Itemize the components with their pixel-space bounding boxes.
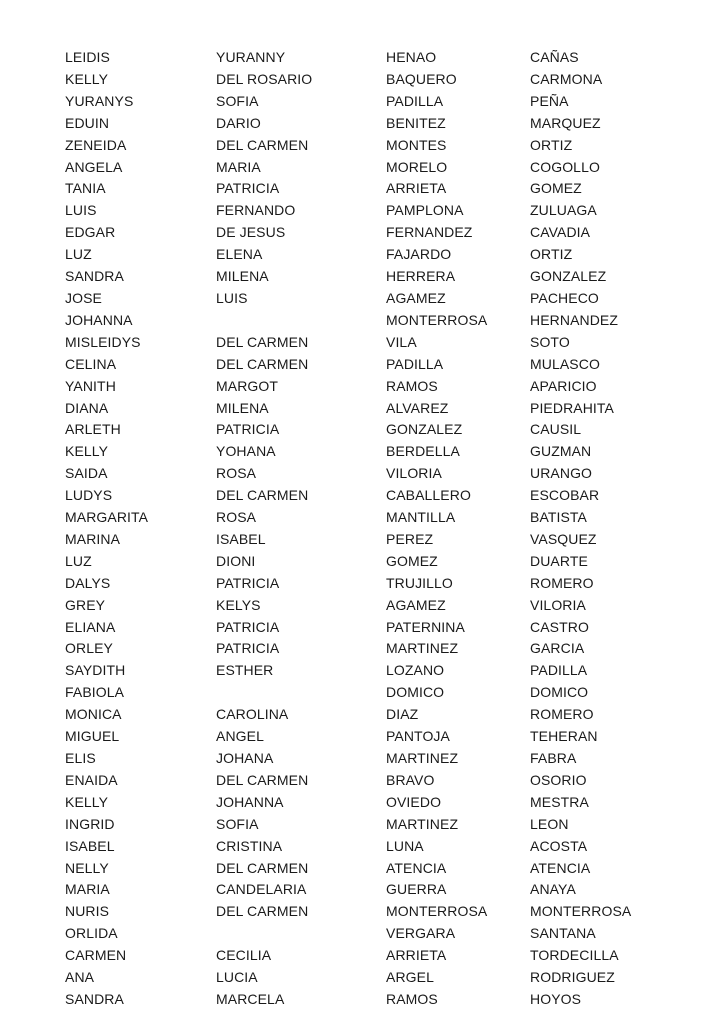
first-surname-cell: MARTINEZ xyxy=(386,640,459,657)
first-surname-cell: LOZANO xyxy=(386,662,445,679)
second-surname-cell: ROMERO xyxy=(530,574,594,591)
first-surname-cell: MONTERROSA xyxy=(386,903,488,920)
first-name-cell: ELIANA xyxy=(65,618,116,635)
second-surname-cell: GUZMAN xyxy=(530,443,592,460)
first-name-cell: MARINA xyxy=(65,530,121,547)
table-row xyxy=(65,376,670,398)
table-row xyxy=(65,441,670,463)
first-name-cell: MONICA xyxy=(65,706,122,723)
middle-name-cell: DEL CARMEN xyxy=(216,333,309,350)
first-surname-cell: GOMEZ xyxy=(386,552,438,569)
first-surname-cell: VILA xyxy=(386,333,417,350)
first-surname-cell: FERNANDEZ xyxy=(386,224,473,241)
first-surname-cell: RAMOS xyxy=(386,377,438,394)
middle-name-cell xyxy=(216,310,386,332)
middle-name-cell: PATRICIA xyxy=(216,574,280,591)
first-surname-cell: BRAVO xyxy=(386,771,435,788)
table-row xyxy=(65,419,670,441)
first-name-cell: KELLY xyxy=(65,443,109,460)
first-surname-cell: MARTINEZ xyxy=(386,750,459,766)
first-surname-cell: MARTINEZ xyxy=(386,815,459,832)
second-surname-cell: TEHERAN xyxy=(530,728,598,745)
second-surname-cell: DUARTE xyxy=(530,552,588,569)
second-surname-cell: TORDECILLA xyxy=(530,947,619,964)
first-name-cell: CARMEN xyxy=(65,947,127,964)
second-surname-cell: VILORIA xyxy=(530,596,586,613)
middle-name-cell: JOHANNA xyxy=(216,793,284,810)
first-surname-cell: GUERRA xyxy=(386,881,447,898)
table-row xyxy=(65,332,670,354)
table-row xyxy=(65,222,670,244)
table-row xyxy=(65,617,670,639)
first-name-cell: KELLY xyxy=(65,70,109,87)
first-name-cell: DALYS xyxy=(65,574,111,591)
table-row xyxy=(65,529,670,551)
first-name-cell: ENAIDA xyxy=(65,771,118,788)
second-surname-cell: PEÑA xyxy=(530,92,569,109)
middle-name-cell: MARCELA xyxy=(216,990,285,1007)
second-surname-cell: SOTO xyxy=(530,333,570,350)
table-row xyxy=(65,91,670,113)
middle-name-cell: YURANNY xyxy=(216,49,286,65)
first-surname-cell: GONZALEZ xyxy=(386,421,463,438)
table-row xyxy=(65,792,670,814)
first-surname-cell: PADILLA xyxy=(386,92,444,109)
second-surname-cell: OSORIO xyxy=(530,771,587,788)
middle-name-cell: ANGEL xyxy=(216,728,264,745)
second-surname-cell: CAUSIL xyxy=(530,421,582,438)
table-row xyxy=(65,157,670,179)
middle-name-cell: SOFIA xyxy=(216,92,259,109)
middle-name-cell: MILENA xyxy=(216,399,269,416)
table-row xyxy=(65,638,670,660)
second-surname-cell: MULASCO xyxy=(530,355,600,372)
second-surname-cell: ZULUAGA xyxy=(530,202,597,219)
first-surname-cell: BAQUERO xyxy=(386,70,457,87)
first-surname-cell: DOMICO xyxy=(386,684,445,701)
first-surname-cell: AGAMEZ xyxy=(386,596,446,613)
first-surname-cell: PANTOJA xyxy=(386,728,450,745)
table-row xyxy=(65,836,670,858)
first-surname-cell: FAJARDO xyxy=(386,246,452,263)
middle-name-cell: MILENA xyxy=(216,268,269,285)
table-row xyxy=(65,551,670,573)
first-name-cell: ARLETH xyxy=(65,421,121,438)
first-name-cell: ORLEY xyxy=(65,640,113,657)
table-row xyxy=(65,660,670,682)
first-surname-cell: OVIEDO xyxy=(386,793,442,810)
table-row xyxy=(65,507,670,529)
middle-name-cell: DEL CARMEN xyxy=(216,859,309,876)
first-name-cell: MARIA xyxy=(65,881,110,898)
middle-name-cell: DEL CARMEN xyxy=(216,355,309,372)
table-row xyxy=(65,595,670,617)
second-surname-cell: COGOLLO xyxy=(530,158,600,175)
second-surname-cell: SANTANA xyxy=(530,925,596,942)
table-row xyxy=(65,485,670,507)
second-surname-cell: CARMONA xyxy=(530,70,603,87)
second-surname-cell: PADILLA xyxy=(530,662,588,679)
middle-name-cell: CANDELARIA xyxy=(216,881,307,898)
second-surname-cell: PIEDRAHITA xyxy=(530,399,614,416)
second-surname-cell: ESCOBAR xyxy=(530,487,600,504)
first-name-cell: MISLEIDYS xyxy=(65,333,141,350)
table-row xyxy=(65,770,670,792)
first-name-cell: ELIS xyxy=(65,750,96,766)
middle-name-cell: DEL CARMEN xyxy=(216,136,309,153)
first-name-cell: SAIDA xyxy=(65,465,108,482)
first-surname-cell: HENAO xyxy=(386,49,437,65)
table-row xyxy=(65,113,670,135)
first-name-cell: CELINA xyxy=(65,355,117,372)
middle-name-cell: DEL CARMEN xyxy=(216,487,309,504)
first-surname-cell: ARRIETA xyxy=(386,947,447,964)
middle-name-cell: ROSA xyxy=(216,509,257,526)
first-name-cell: DIANA xyxy=(65,399,109,416)
middle-name-cell: DEL CARMEN xyxy=(216,903,309,920)
first-name-cell: EDGAR xyxy=(65,224,116,241)
table-row xyxy=(65,879,670,901)
middle-name-cell: CECILIA xyxy=(216,947,272,964)
middle-name-cell: CAROLINA xyxy=(216,706,289,723)
first-name-cell: ISABEL xyxy=(65,837,115,854)
first-surname-cell: ALVAREZ xyxy=(386,399,449,416)
table-row xyxy=(65,748,670,770)
first-surname-cell: PEREZ xyxy=(386,530,434,547)
second-surname-cell: CAVADIA xyxy=(530,224,591,241)
second-surname-cell: RODRIGUEZ xyxy=(530,969,615,986)
first-surname-cell: ATENCIA xyxy=(386,859,447,876)
first-surname-cell: VERGARA xyxy=(386,925,456,942)
first-surname-cell: DIAZ xyxy=(386,706,419,723)
middle-name-cell: ELENA xyxy=(216,246,263,263)
middle-name-cell: DEL CARMEN xyxy=(216,771,309,788)
middle-name-cell xyxy=(216,923,386,945)
first-name-cell: MARGARITA xyxy=(65,509,149,526)
second-surname-cell: DOMICO xyxy=(530,684,589,701)
table-row xyxy=(65,310,670,332)
table-row xyxy=(65,135,670,157)
table-row xyxy=(65,178,670,200)
first-surname-cell: PAMPLONA xyxy=(386,202,464,219)
first-name-cell: LEIDIS xyxy=(65,49,110,65)
first-surname-cell: TRUJILLO xyxy=(386,574,453,591)
middle-name-cell: ESTHER xyxy=(216,662,274,679)
second-surname-cell: HOYOS xyxy=(530,990,582,1007)
names-table xyxy=(65,47,670,1011)
second-surname-cell: ATENCIA xyxy=(530,859,591,876)
first-name-cell: INGRID xyxy=(65,815,115,832)
first-name-cell: YANITH xyxy=(65,377,116,394)
second-surname-cell: GARCIA xyxy=(530,640,585,657)
second-surname-cell: URANGO xyxy=(530,465,593,482)
middle-name-cell: DIONI xyxy=(216,552,256,569)
first-surname-cell: PADILLA xyxy=(386,355,444,372)
first-name-cell: SANDRA xyxy=(65,990,124,1007)
second-surname-cell: ANAYA xyxy=(530,881,576,898)
middle-name-cell xyxy=(216,682,386,704)
middle-name-cell: SOFIA xyxy=(216,815,259,832)
middle-name-cell: JOHANA xyxy=(216,750,274,766)
first-surname-cell: HERRERA xyxy=(386,268,456,285)
middle-name-cell: KELYS xyxy=(216,596,261,613)
middle-name-cell: PATRICIA xyxy=(216,421,280,438)
middle-name-cell: ROSA xyxy=(216,465,257,482)
first-name-cell: FABIOLA xyxy=(65,684,125,701)
first-surname-cell: RAMOS xyxy=(386,990,438,1007)
first-name-cell: NELLY xyxy=(65,859,109,876)
table-row xyxy=(65,901,670,923)
first-name-cell: ORLIDA xyxy=(65,925,118,942)
table-row xyxy=(65,682,670,704)
second-surname-cell: GOMEZ xyxy=(530,180,582,197)
second-surname-cell: FABRA xyxy=(530,750,577,766)
first-name-cell: ANGELA xyxy=(65,158,123,175)
middle-name-cell: DE JESUS xyxy=(216,224,286,241)
middle-name-cell: MARIA xyxy=(216,158,261,175)
second-surname-cell: BATISTA xyxy=(530,509,587,526)
second-surname-cell: ROMERO xyxy=(530,706,594,723)
first-name-cell: TANIA xyxy=(65,180,106,197)
first-surname-cell: AGAMEZ xyxy=(386,289,446,306)
first-name-cell: YURANYS xyxy=(65,92,134,109)
table-row xyxy=(65,814,670,836)
first-name-cell: KELLY xyxy=(65,793,109,810)
second-surname-cell: MESTRA xyxy=(530,793,589,810)
table-row xyxy=(65,69,670,91)
table-row xyxy=(65,923,670,945)
second-surname-cell: GONZALEZ xyxy=(530,268,607,285)
table-row xyxy=(65,463,670,485)
table-row xyxy=(65,288,670,310)
table-row xyxy=(65,200,670,222)
middle-name-cell: PATRICIA xyxy=(216,640,280,657)
table-row xyxy=(65,573,670,595)
second-surname-cell: LEON xyxy=(530,815,569,832)
table-row xyxy=(65,726,670,748)
first-surname-cell: MONTERROSA xyxy=(386,311,488,328)
first-name-cell: JOSE xyxy=(65,289,102,306)
middle-name-cell: PATRICIA xyxy=(216,180,280,197)
table-row xyxy=(65,244,670,266)
table-row xyxy=(65,945,670,967)
second-surname-cell: ORTIZ xyxy=(530,246,573,263)
middle-name-cell: LUCIA xyxy=(216,969,258,986)
first-name-cell: SANDRA xyxy=(65,268,124,285)
first-surname-cell: LUNA xyxy=(386,837,424,854)
middle-name-cell: FERNANDO xyxy=(216,202,296,219)
table-row xyxy=(65,354,670,376)
middle-name-cell: YOHANA xyxy=(216,443,276,460)
table-row xyxy=(65,989,670,1011)
first-surname-cell: CABALLERO xyxy=(386,487,471,504)
first-surname-cell: ARRIETA xyxy=(386,180,447,197)
second-surname-cell: HERNANDEZ xyxy=(530,311,619,328)
first-name-cell: MIGUEL xyxy=(65,728,120,745)
first-name-cell: JOHANNA xyxy=(65,311,133,328)
first-name-cell: SAYDITH xyxy=(65,662,126,679)
middle-name-cell: CRISTINA xyxy=(216,837,283,854)
first-name-cell: ANA xyxy=(65,969,95,986)
first-surname-cell: BENITEZ xyxy=(386,114,446,131)
first-name-cell: NURIS xyxy=(65,903,110,920)
second-surname-cell: APARICIO xyxy=(530,377,597,394)
first-surname-cell: MONTES xyxy=(386,136,447,153)
table-row xyxy=(65,858,670,880)
second-surname-cell: ACOSTA xyxy=(530,837,588,854)
table-row xyxy=(65,47,670,69)
second-surname-cell: PACHECO xyxy=(530,289,599,306)
table-row xyxy=(65,967,670,989)
middle-name-cell: DEL ROSARIO xyxy=(216,70,313,87)
first-name-cell: ZENEIDA xyxy=(65,136,127,153)
table-row xyxy=(65,266,670,288)
first-name-cell: LUDYS xyxy=(65,487,113,504)
first-name-cell: LUZ xyxy=(65,246,92,263)
table-row xyxy=(65,398,670,420)
first-surname-cell: VILORIA xyxy=(386,465,442,482)
first-surname-cell: ARGEL xyxy=(386,969,434,986)
middle-name-cell: MARGOT xyxy=(216,377,279,394)
second-surname-cell: MONTERROSA xyxy=(530,903,632,920)
first-name-cell: GREY xyxy=(65,596,106,613)
first-surname-cell: PATERNINA xyxy=(386,618,465,635)
first-name-cell: EDUIN xyxy=(65,114,110,131)
middle-name-cell: DARIO xyxy=(216,114,261,131)
second-surname-cell: VASQUEZ xyxy=(530,530,597,547)
middle-name-cell: PATRICIA xyxy=(216,618,280,635)
first-name-cell: LUIS xyxy=(65,202,97,219)
second-surname-cell: MARQUEZ xyxy=(530,114,601,131)
second-surname-cell: CASTRO xyxy=(530,618,589,635)
second-surname-cell: ORTIZ xyxy=(530,136,573,153)
first-surname-cell: BERDELLA xyxy=(386,443,460,460)
table-row xyxy=(65,704,670,726)
second-surname-cell: CAÑAS xyxy=(530,49,579,65)
first-surname-cell: MORELO xyxy=(386,158,448,175)
middle-name-cell: ISABEL xyxy=(216,530,266,547)
names-table-body xyxy=(65,47,670,1011)
middle-name-cell: LUIS xyxy=(216,289,248,306)
first-name-cell: LUZ xyxy=(65,552,92,569)
first-surname-cell: MANTILLA xyxy=(386,509,456,526)
